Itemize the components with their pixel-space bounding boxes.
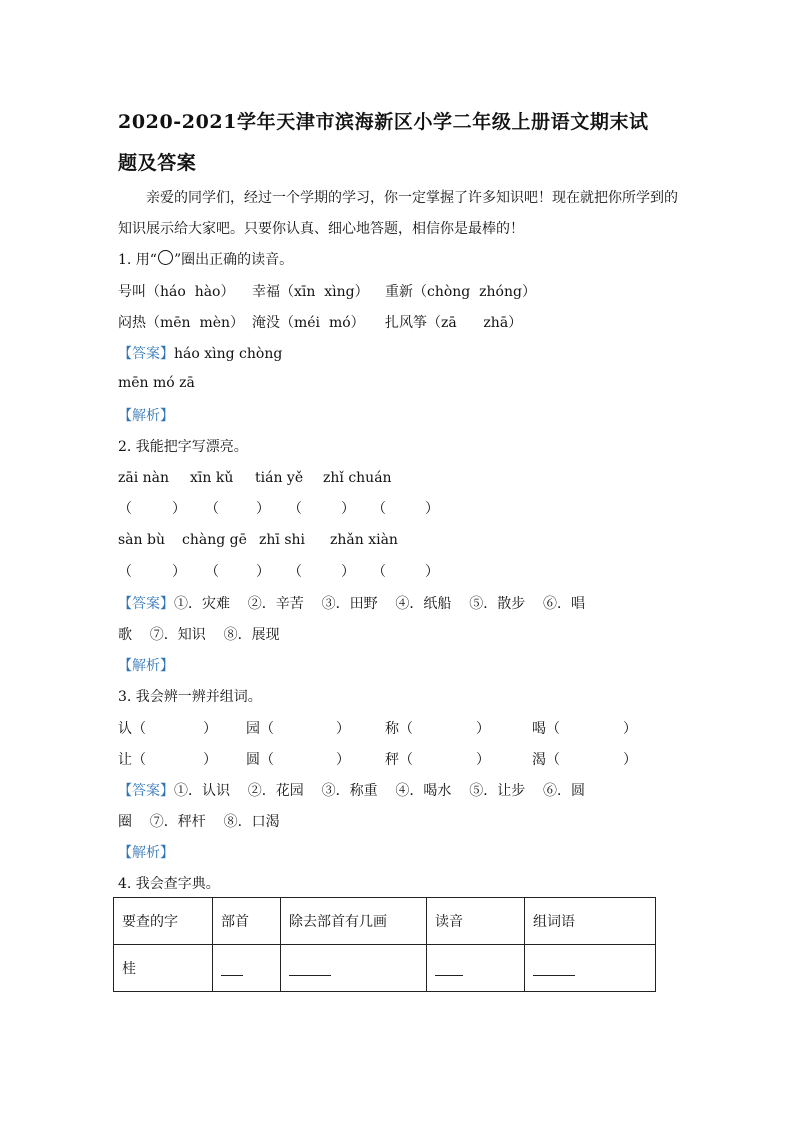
table-header-row [114,898,656,945]
q3-close-paren: ） [476,752,490,768]
pinyin-item: zhǎn xiàn [330,532,398,548]
table-cell: 桂 [114,945,213,992]
table-header: 要查的字 [114,898,213,945]
question-4-prompt: 4. 我会查字典。 [118,876,220,892]
pinyin-item: tián yě [255,470,304,486]
q3-item: 喝（ [532,721,560,737]
table-header: 读音 [427,898,525,945]
intro-text-continued: 知识展示给大家吧。只要你认真、细心地答题，相信你是最棒的！ [118,221,524,237]
pinyin-item: chàng gē [182,532,247,548]
blank-paren-close: ） [425,501,439,517]
pinyin-item: zāi nàn [118,470,170,486]
q3-answer: 【答案】①．认识 ②．花园 ③．称重 ④．喝水 ⑤．让步 ⑥．圆 [118,783,586,799]
q3-close-paren: ） [623,721,637,737]
fill-blank[interactable] [435,961,463,976]
q3-item: 园（ [246,721,274,737]
circle-icon [158,250,173,265]
pinyin-item: sàn bù [118,532,165,548]
question-2-prompt: 2. 我能把字写漂亮。 [118,439,248,455]
q3-item: 认（ [118,721,146,737]
fill-blank[interactable] [533,961,575,976]
analysis-tag: 【解析】 [118,408,174,424]
dictionary-table [113,897,656,992]
q1-answer: 【答案】háo xìng chòng [118,346,283,362]
table-cell [213,945,281,992]
q3-item: 让（ [118,752,146,768]
table-header: 组词语 [525,898,656,945]
q3-close-paren: ） [336,752,350,768]
blank-paren-close: ） [256,564,270,580]
page-title-continued: 题及答案 [118,152,197,174]
q3-item: 渴（ [532,752,560,768]
blank-paren-open: （ [372,564,386,580]
analysis-tag: 【解析】 [118,658,174,674]
q2-answer: 【答案】①．灾难 ②．辛苦 ③．田野 ④．纸船 ⑤．散步 ⑥．唱 [118,596,586,612]
q1-item: 闷热（mēn mèn） [118,315,245,331]
table-row [114,945,656,992]
blank-paren-open: （ [205,501,219,517]
question-1-prompt: 1. 用“ ”圈出正确的读音。 [118,252,294,268]
q1-item: 幸福（xīn xìng） [252,284,369,300]
blank-paren-open: （ [118,501,132,517]
page-title: 2020-2021学年天津市滨海新区小学二年级上册语文期末试 [118,111,649,133]
blank-paren-open: （ [288,501,302,517]
q3-item: 秤（ [385,752,413,768]
q3-item: 称（ [385,721,413,737]
blank-paren-open: （ [118,564,132,580]
q3-close-paren: ） [336,721,350,737]
table-header: 部首 [213,898,281,945]
table-header: 除去部首有几画 [281,898,427,945]
blank-paren-close: ） [341,501,355,517]
blank-paren-close: ） [425,564,439,580]
q1-answer-continued: mēn mó zā [118,375,195,391]
blank-paren-open: （ [288,564,302,580]
fill-blank[interactable] [289,961,331,976]
blank-paren-open: （ [372,501,386,517]
blank-paren-close: ） [172,564,186,580]
question-3-prompt: 3. 我会辨一辨并组词。 [118,689,262,705]
blank-paren-close: ） [256,501,270,517]
q1-item: 重新（chòng zhóng） [385,284,536,300]
q3-close-paren: ） [203,752,217,768]
q2-answer-continued: 歌 ⑦．知识 ⑧．展现 [118,627,280,643]
q3-close-paren: ） [203,721,217,737]
table-cell [427,945,525,992]
pinyin-item: xīn kǔ [190,470,234,486]
q3-close-paren: ） [623,752,637,768]
answer-tag: 【答案】 [118,783,174,799]
q1-item: 淹没（méi mó） [252,315,365,331]
answer-tag: 【答案】 [118,596,174,612]
analysis-tag: 【解析】 [118,845,174,861]
q1-item: 扎风筝（zā zhā） [385,315,523,331]
blank-paren-close: ） [172,501,186,517]
blank-paren-close: ） [341,564,355,580]
answer-tag: 【答案】 [118,346,174,362]
pinyin-item: zhī shi [259,532,305,548]
intro-text: 亲爱的同学们，经过一个学期的学习，你一定掌握了许多知识吧！现在就把你所学到的 [146,190,678,206]
table-cell [525,945,656,992]
q3-answer-continued: 圈 ⑦．秤杆 ⑧．口渴 [118,814,280,830]
q3-close-paren: ） [476,721,490,737]
blank-paren-open: （ [205,564,219,580]
table-cell [281,945,427,992]
q3-item: 圆（ [246,752,274,768]
q1-item: 号叫（háo hào） [118,284,235,300]
pinyin-item: zhǐ chuán [323,470,392,486]
fill-blank[interactable] [221,961,243,976]
